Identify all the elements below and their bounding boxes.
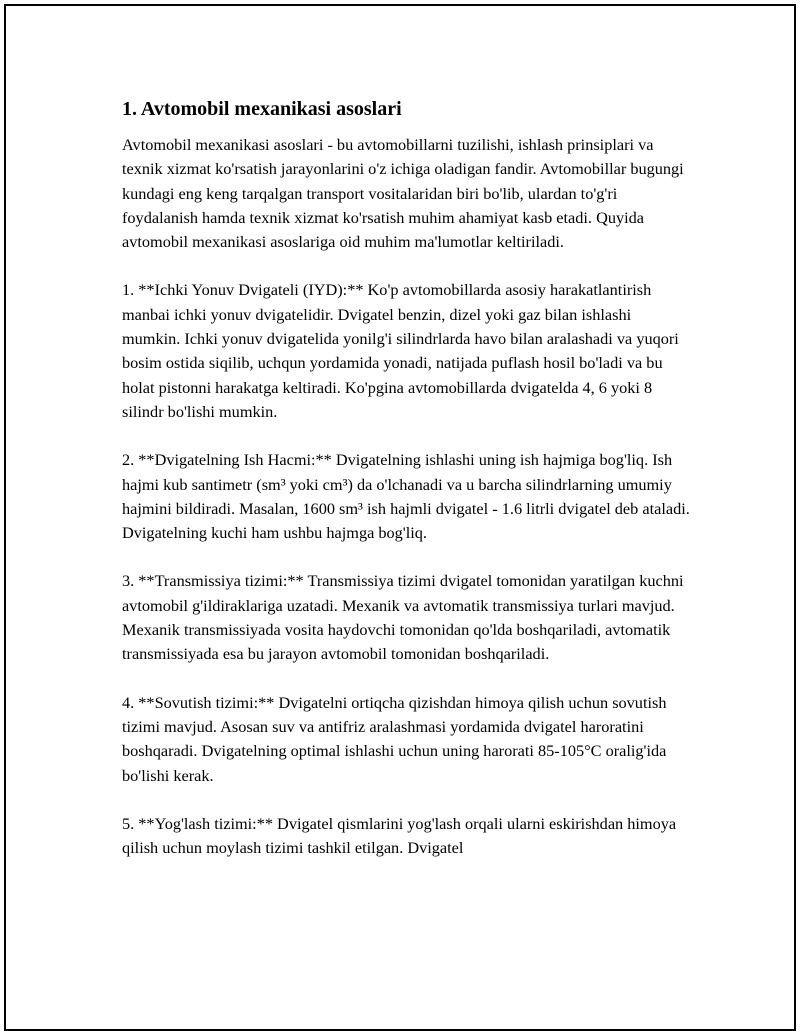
- paragraph-intro: Avtomobil mexanikasi asoslari - bu avtomobillarni tuzilishi, ishlash prinsiplari va texnik xizmat ko'rsatish jarayonlarini o'z ichiga oladigan fandir. Avtomobillar bugungi kundagi eng keng tarqalgan transport vositalaridan biri bo'lib, ulardan to'g'ri foydalanish hamda texnik xizmat ko'rsatish muhim ahamiyat kasb etadi. Quyida avtomobil mexanikasi asoslariga oid muhim ma'lumotlar keltiriladi.: [122, 135, 684, 252]
- paragraph-engine: 1. **Ichki Yonuv Dvigateli (IYD):** Ko'p avtomobillarda asosiy harakatlantirish manbai ichki yonuv dvigatelidir. Dvigatel benzin, dizel yoki gaz bilan ishlashi mumkin. Ichki yonuv dvigatelida yonilg'i silindrlarda havo bilan aralashadi va yuqori bosim ostida siqilib, uchqun yordamida yonadi, natijada puflash hosil bo'ladi va bu holat pistonni harakatga keltiradi. Ko'pgina avtomobillarda dvigatelda 4, 6 yoki 8 silindr bo'lishi mumkin.: [122, 280, 679, 421]
- document-title: 1. Avtomobil mexanikasi asoslari: [122, 98, 402, 120]
- paragraph-displacement: 2. **Dvigatelning Ish Hacmi:** Dvigatelning ishlashi uning ish hajmiga bog'liq. Ish hajmi kub santimetr (sm³ yoki cm³) da o'lchanadi va u barcha silindrlarning umumiy hajmini bildiradi. Masalan, 1600 sm³ ish hajmli dvigatel - 1.6 litrli dvigatel deb ataladi. Dvigatelning kuchi ham ushbu hajmga bog'liq.: [122, 450, 690, 543]
- document-body: [122, 96, 692, 884]
- paragraph-cooling: 4. **Sovutish tizimi:** Dvigatelni ortiqcha qizishdan himoya qilish uchun sovutish tizimi mavjud. Asosan suv va antifriz aralashmasi yordamida dvigatel haroratini boshqaradi. Dvigatelning optimal ishlashi uchun uning harorati 85-105°C oralig'ida bo'lishi kerak.: [122, 692, 667, 785]
- paragraph-transmission: 3. **Transmissiya tizimi:** Transmissiya tizimi dvigatel tomonidan yaratilgan kuchni avtomobil g'ildiraklariga uzatadi. Mexanik va avtomatik transmissiya turlari mavjud. Mexanik transmissiyada vosita haydovchi tomonidan qo'lda boshqariladi, avtomatik transmissiyada esa bu jarayon avtomobil tomonidan boshqariladi.: [122, 571, 684, 664]
- paragraph-lubrication: 5. **Yog'lash tizimi:** Dvigatel qismlarini yog'lash orqali ularni eskirishdan himoya qilish uchun moylash tizimi tashkil etilgan. Dvigatel: [122, 813, 677, 858]
- document-page: [4, 4, 796, 1031]
